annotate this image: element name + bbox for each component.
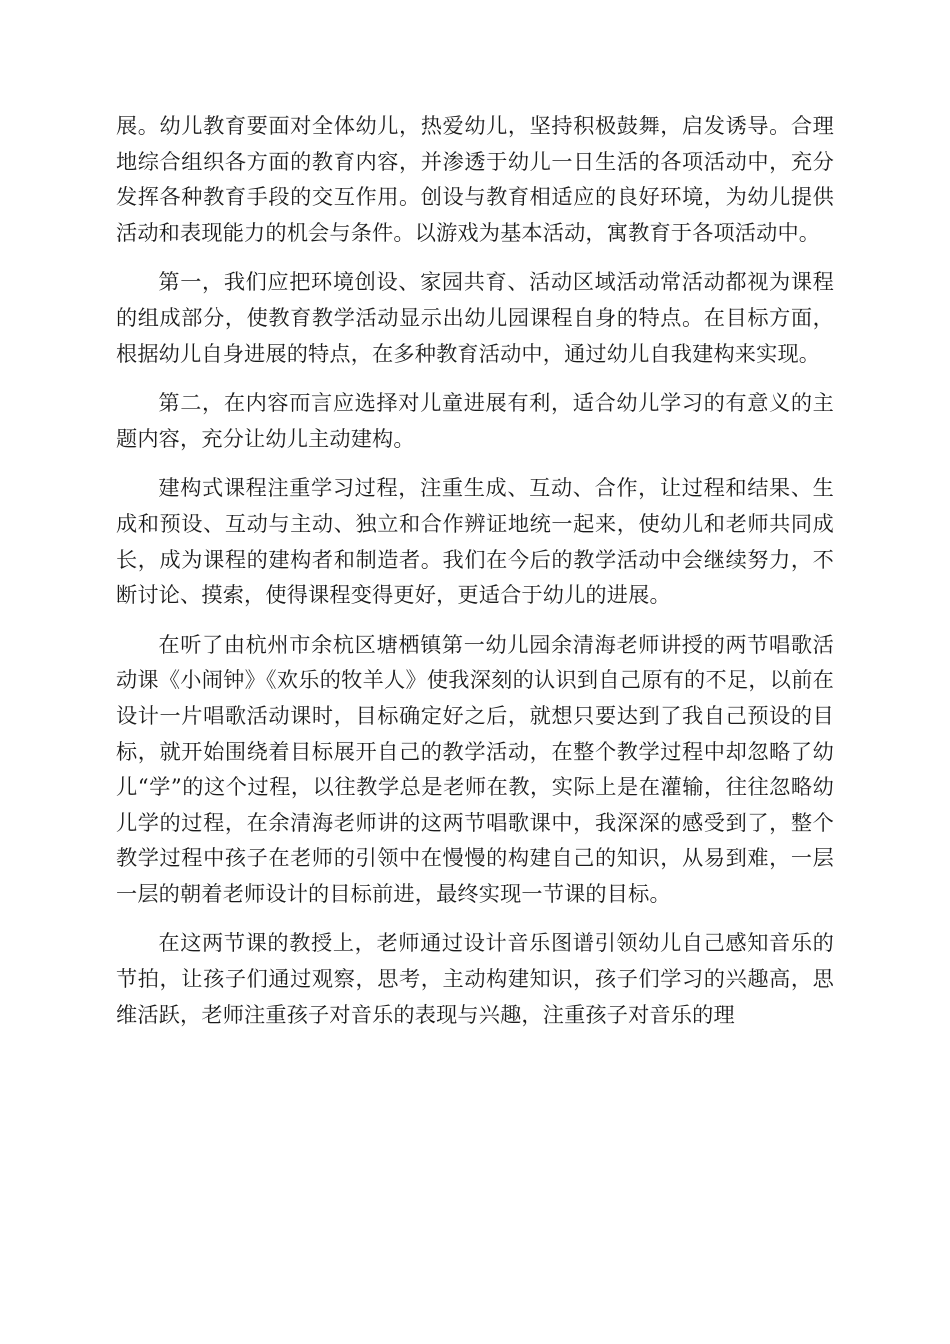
paragraph-3: 第二，在内容而言应选择对儿童进展有利，适合幼儿学习的有意义的主题内容，充分让幼儿主动建构。: [116, 390, 834, 451]
paragraph-5: 在听了由杭州市余杭区塘栖镇第一幼儿园余清海老师讲授的两节唱歌活动课《小闹钟》《欢乐的牧羊人》使我深刻的认识到自己原有的不足，以前在设计一片唱歌活动课时，目标确定好之后，就想只要达到了我自己预设的目标，就开始围绕着目标展开自己的教学活动，在整个教学过程中却忽略了幼儿“学”的这个过程，以往教学总是老师在教，实际上是在灌输，往往忽略幼儿学的过程，在余清海老师讲的这两节唱歌课中，我深深的感受到了，整个教学过程中孩子在老师的引领中在慢慢的构建自己的知识，从易到难，一层一层的朝着老师设计的目标前进，最终实现一节课的目标。: [116, 631, 834, 906]
paragraph-6: 在这两节课的教授上，老师通过设计音乐图谱引领幼儿自己感知音乐的节拍，让孩子们通过观察，思考，主动构建知识，孩子们学习的兴趣高，思维活跃，老师注重孩子对音乐的表现与兴趣，注重孩子对音乐的理: [116, 930, 834, 1027]
paragraph-1: 展。幼儿教育要面对全体幼儿，热爱幼儿，坚持积极鼓舞，启发诱导。合理地综合组织各方面的教育内容，并渗透于幼儿一日生活的各项活动中，充分发挥各种教育手段的交互作用。创设与教育相适应的良好环境，为幼儿提供活动和表现能力的机会与条件。以游戏为基本活动，寓教育于各项活动中。: [116, 113, 834, 245]
document-body: [116, 108, 834, 1032]
paragraph-4: 建构式课程注重学习过程，注重生成、互动、合作，让过程和结果、生成和预设、互动与主动、独立和合作辨证地统一起来，使幼儿和老师共同成长，成为课程的建构者和制造者。我们在今后的教学活动中会继续努力，不断讨论、摸索，使得课程变得更好，更适合于幼儿的进展。: [116, 475, 834, 608]
paragraph-2: 第一，我们应把环境创设、家园共育、活动区域活动常活动都视为课程的组成部分，使教育教学活动显示出幼儿园课程自身的特点。在目标方面，根据幼儿自身进展的特点，在多种教育活动中，通过幼儿自我建构来实现。: [116, 269, 834, 366]
